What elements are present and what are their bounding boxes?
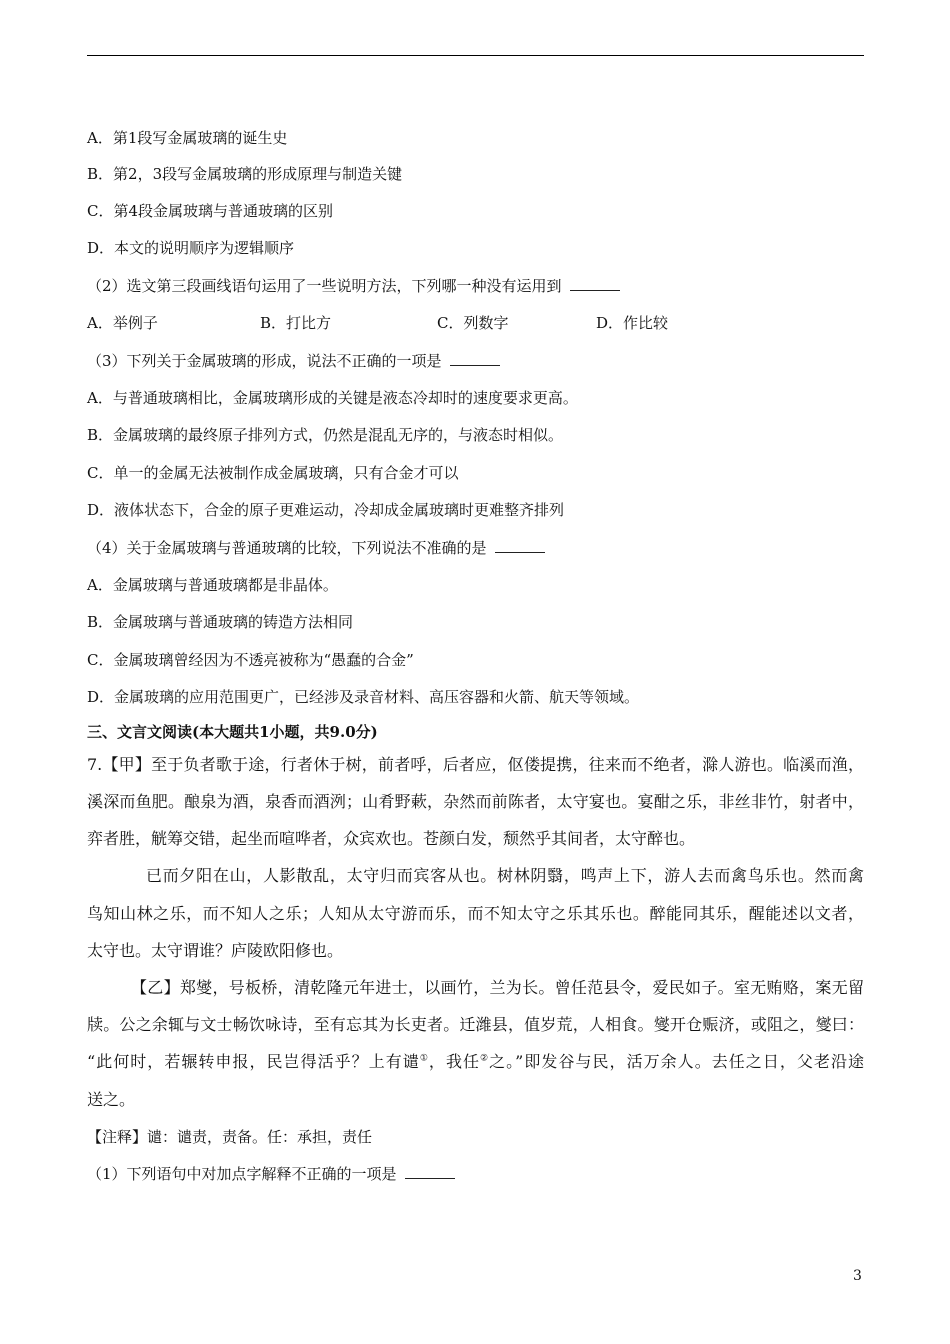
q7-sub1-stem: [87, 1164, 455, 1184]
q3-option-b: B．金属玻璃的最终原子排列方式，仍然是混乱无序的，与液态时相似。: [87, 426, 564, 444]
question-4-text: （4）关于金属玻璃与普通玻璃的比较，下列说法不准确的是: [87, 539, 487, 557]
q3-option-d: D．液体状态下，合金的原子更难运动，冷却成金属玻璃时更难整齐排列: [87, 501, 565, 519]
answer-blank[interactable]: [570, 276, 620, 291]
question-3-text: （3）下列关于金属玻璃的形成，说法不正确的一项是: [87, 352, 442, 370]
passage-yi-line: 送之。: [87, 1090, 136, 1109]
q4-option-a: A．金属玻璃与普通玻璃都是非晶体。: [87, 576, 338, 594]
q4-option-b: B．金属玻璃与普通玻璃的铸造方法相同: [87, 613, 354, 631]
page-number: 3: [853, 1268, 862, 1284]
passage-jia-para2-line: 鸟知山林之乐，而不知人之乐；人知从太守游而乐，而不知太守之乐其乐也。醉能同其乐，醒能述以文者，: [87, 904, 864, 923]
passage-jia-para2-line: 太守也。太守谓谁？庐陵欧阳修也。: [87, 941, 344, 960]
passage-yi-segment: 之。”即发谷与民，活万余人。去任之日，父老沿途: [489, 1052, 864, 1071]
q4-option-c: C．金属玻璃曾经因为不透亮被称为“愚蠢的合金”: [87, 651, 414, 669]
option-a: A．第1段写金属玻璃的诞生史: [87, 129, 288, 147]
q3-option-a: A．与普通玻璃相比，金属玻璃形成的关键是液态冷却时的速度要求更高。: [87, 389, 578, 407]
annotation-note: 【注释】谴：谴责，责备。任：承担，责任: [87, 1128, 373, 1146]
passage-yi-line: 牍。公之余辄与文士畅饮咏诗，至有忘其为长吏者。迁潍县，值岁荒，人相食。燮开仓赈济，或阻之，燮曰：: [87, 1015, 864, 1034]
footnote-mark: ②: [480, 1053, 490, 1064]
q2-option-b: B．打比方: [260, 314, 332, 332]
q4-option-d: D．金属玻璃的应用范围更广，已经涉及录音材料、高压容器和火箭、航天等领域。: [87, 688, 640, 706]
question-4-stem: [87, 538, 545, 558]
passage-jia-para2-line: 已而夕阳在山，人影散乱，太守归而宾客从也。树林阴翳，鸣声上下，游人去而禽鸟乐也。然而禽: [146, 866, 864, 885]
q3-option-c: C．单一的金属无法被制作成金属玻璃，只有合金才可以: [87, 464, 459, 482]
answer-blank[interactable]: [450, 351, 500, 366]
option-b: B．第2，3段写金属玻璃的形成原理与制造关键: [87, 165, 403, 183]
question-2-stem: [87, 276, 620, 296]
answer-blank[interactable]: [405, 1164, 455, 1179]
question-2-text: （2）选文第三段画线语句运用了一些说明方法，下列哪一种没有运用到: [87, 277, 562, 295]
option-d: D．本文的说明顺序为逻辑顺序: [87, 239, 295, 257]
answer-blank[interactable]: [495, 538, 545, 553]
passage-yi-segment: ，我任: [428, 1052, 481, 1071]
header-rule: [87, 55, 864, 56]
q2-option-c: C．列数字: [437, 314, 509, 332]
q2-option-d: D．作比较: [596, 314, 669, 332]
passage-yi-line: [87, 1052, 864, 1072]
passage-jia-line: 溪深而鱼肥。酿泉为酒，泉香而酒洌；山肴野蔌，杂然而前陈者，太守宴也。宴酣之乐，非丝非竹，射者中，: [87, 792, 864, 811]
passage-jia-line: 7.【甲】至于负者歌于途，行者休于树，前者呼，后者应，伛偻提携，往来而不绝者，滁人游也。临溪而渔，: [87, 755, 864, 774]
footnote-mark: ①: [419, 1053, 429, 1064]
passage-yi-line: 【乙】郑燮，号板桥，清乾隆元年进士，以画竹，兰为长。曾任范县令，爱民如子。室无贿赂，案无留: [131, 978, 864, 997]
q7-sub1-text: （1）下列语句中对加点字解释不正确的一项是: [87, 1165, 397, 1183]
option-c: C．第4段金属玻璃与普通玻璃的区别: [87, 202, 334, 220]
q2-option-a: A．举例子: [87, 314, 158, 332]
passage-jia-line: 弈者胜，觥筹交错，起坐而喧哗者，众宾欢也。苍颜白发，颓然乎其间者，太守醉也。: [87, 829, 696, 848]
question-3-stem: [87, 351, 500, 371]
section-heading: 三、文言文阅读(本大题共1小题，共9.0分): [87, 723, 378, 741]
passage-yi-segment: “此何时，若辗转申报，民岂得活乎？上有谴: [87, 1052, 420, 1071]
